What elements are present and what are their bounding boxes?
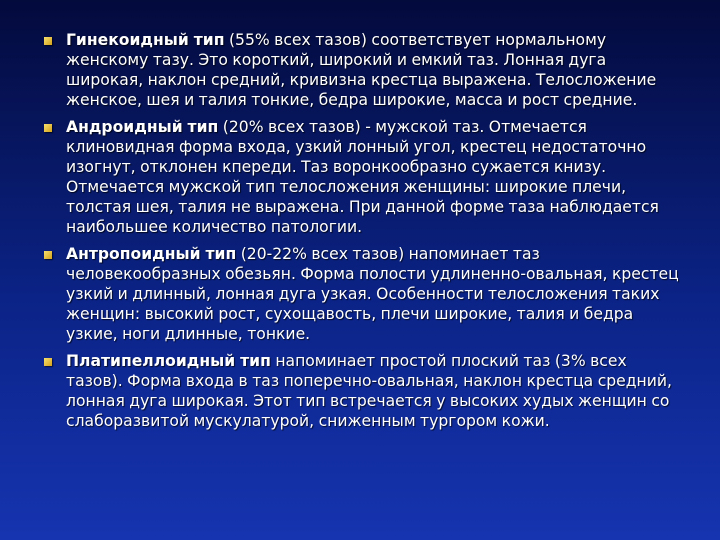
square-bullet-icon	[44, 358, 52, 366]
list-item-platypelloid	[42, 351, 682, 431]
list-item-anthropoid	[42, 244, 682, 344]
pelvis-type-description: (20-22% всех тазов) напоминает таз человекообразных обезьян. Форма полости удлиненно-овальная, крестец узкий и длинный, лонная дуга узкая. Особенности телосложения таких женщин: высокий рост, сухощавость, плечи широкие, талия и бедра узкие, ноги длинные, тонкие.	[66, 245, 679, 343]
pelvis-type-term: Платипеллоидный тип	[66, 352, 271, 370]
square-bullet-icon	[44, 124, 52, 132]
pelvis-type-description: напоминает простой плоский таз (3% всех тазов). Форма входа в таз поперечно-овальная, наклон крестца средний, лонная дуга широкая. Этот тип встречается у высоких худых женщин со слаборазвитой мускулатурой, сниженным тургором кожи.	[66, 352, 672, 430]
pelvis-type-term: Гинекоидный тип	[66, 31, 225, 49]
bullet-list	[42, 30, 682, 431]
pelvis-type-term: Андроидный тип	[66, 118, 219, 136]
pelvis-type-term: Антропоидный тип	[66, 245, 237, 263]
square-bullet-icon	[44, 251, 52, 259]
pelvis-type-description: (55% всех тазов) соответствует нормальному женскому тазу. Это короткий, широкий и емкий таз. Лонная дуга широкая, наклон средний, кривизна крестца выражена. Телосложение женское, шея и талия тонкие, бедра широкие, масса и рост средние.	[66, 31, 657, 109]
list-item-android	[42, 117, 682, 237]
list-item-gynecoid	[42, 30, 682, 110]
square-bullet-icon	[44, 37, 52, 45]
pelvis-type-description: (20% всех тазов) - мужской таз. Отмечается клиновидная форма входа, узкий лонный угол, крестец недостаточно изогнут, отклонен кпереди. Таз воронкообразно сужается книзу. Отмечается мужской тип телосложения женщины: широкие плечи, толстая шея, талия не выражена. При данной форме таза наблюдается наибольшее количество патологии.	[66, 118, 659, 236]
